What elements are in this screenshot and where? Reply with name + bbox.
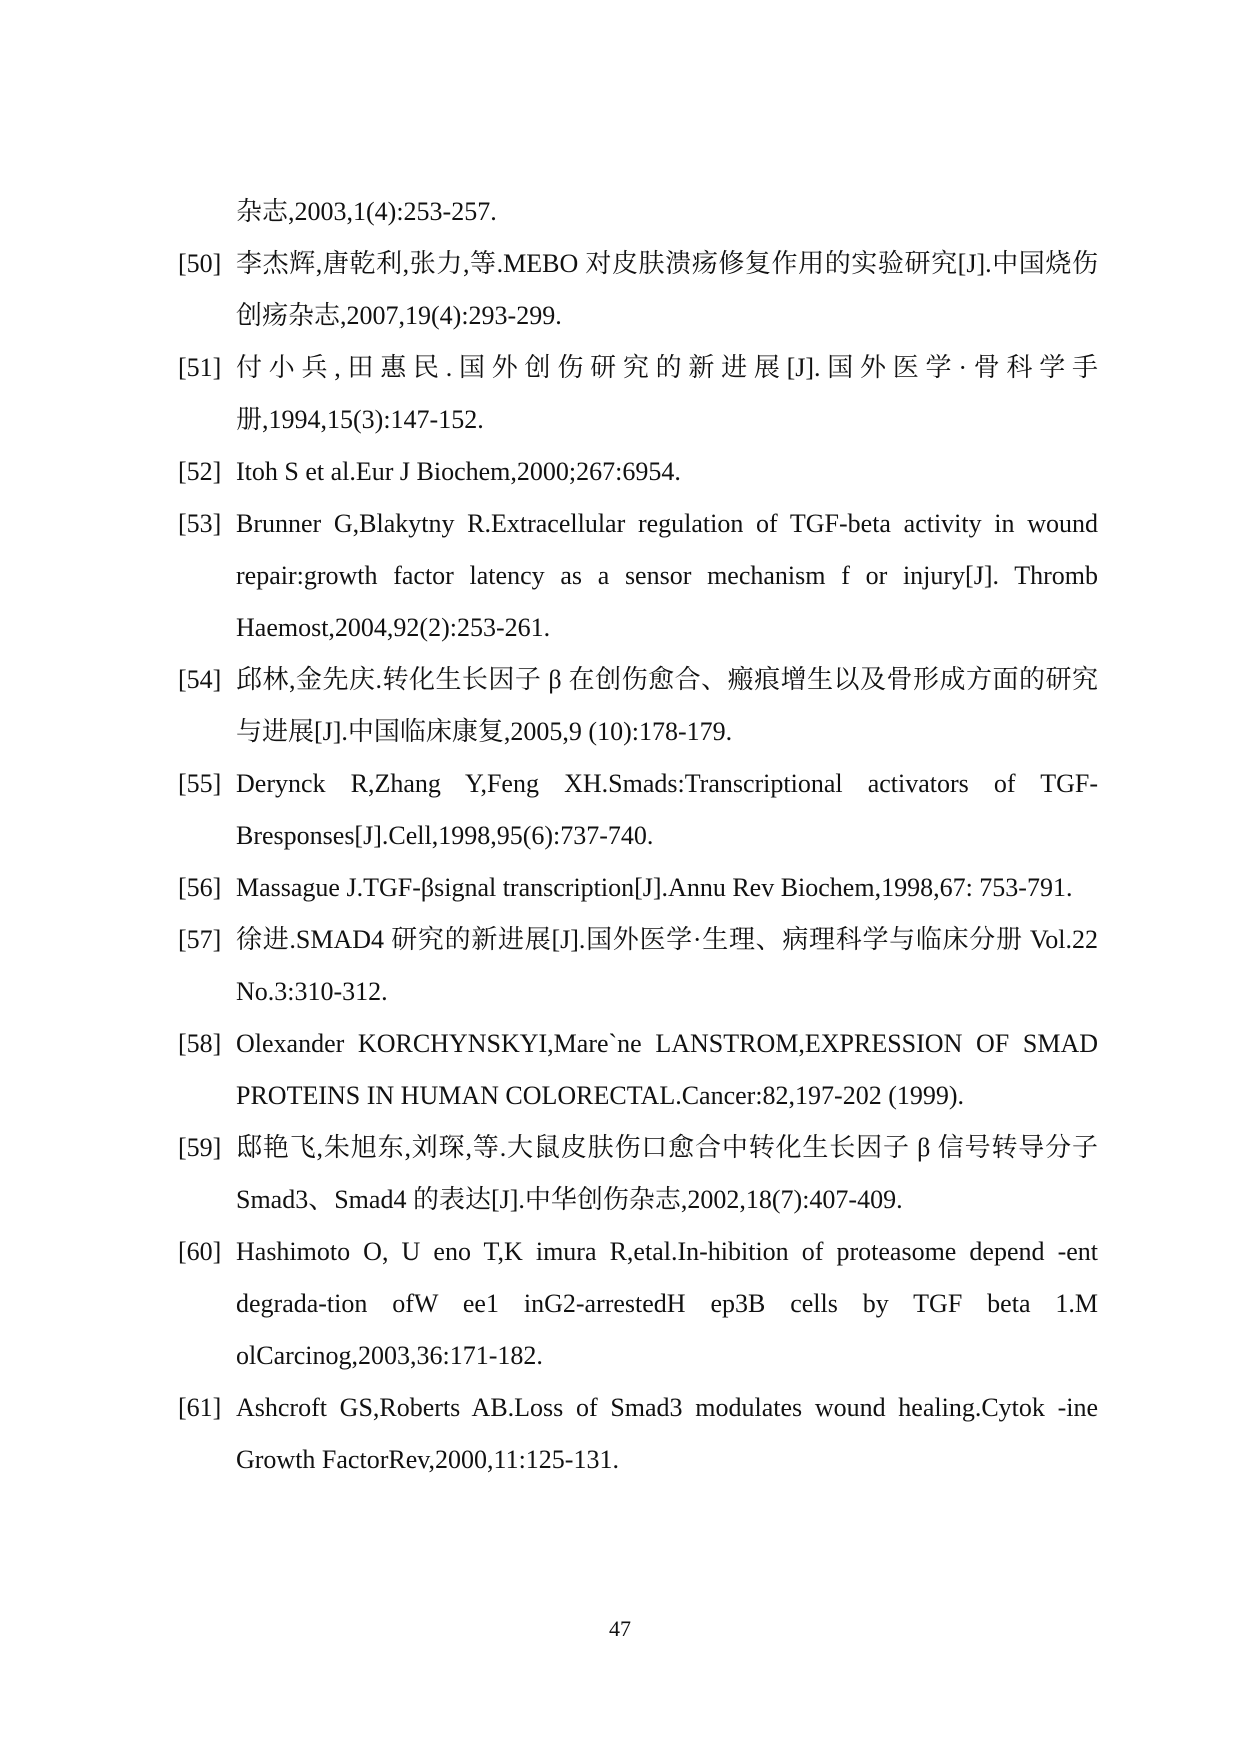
reference-item [178, 238, 1098, 342]
reference-number: [50] [178, 249, 222, 278]
reference-text: Ashcroft GS,Roberts AB.Loss of Smad3 modulates wound healing.Cytok -ine Growth FactorRev,2000,11:125-131. [236, 1393, 1098, 1474]
reference-item [178, 342, 1098, 446]
reference-number: [51] [178, 353, 222, 382]
reference-text: 徐进.SMAD4 研究的新进展[J].国外医学·生理、病理科学与临床分册 Vol.22 No.3:310-312. [236, 925, 1098, 1006]
reference-text: Derynck R,Zhang Y,Feng XH.Smads:Transcriptional activators of TGF-Bresponses[J].Cell,1998,95(6):737-740. [236, 769, 1098, 850]
reference-text: 邱林,金先庆.转化生长因子 β 在创伤愈合、瘢痕增生以及骨形成方面的研究与进展[J].中国临床康复,2005,9 (10):178-179. [236, 665, 1098, 746]
reference-number: [54] [178, 665, 222, 694]
reference-item [178, 914, 1098, 1018]
reference-number: [56] [178, 873, 222, 902]
reference-item [178, 1018, 1098, 1122]
reference-number: [58] [178, 1029, 222, 1058]
reference-number: [55] [178, 769, 222, 798]
reference-text: 李杰辉,唐乾利,张力,等.MEBO 对皮肤溃疡修复作用的实验研究[J].中国烧伤创疡杂志,2007,19(4):293-299. [236, 249, 1098, 330]
reference-item [178, 446, 1098, 498]
reference-list [178, 186, 1098, 1486]
reference-text: Itoh S et al.Eur J Biochem,2000;267:6954. [236, 457, 681, 486]
reference-number: [52] [178, 457, 222, 486]
reference-number: [60] [178, 1237, 222, 1266]
reference-number: [53] [178, 509, 222, 538]
reference-text: 付小兵,田惠民.国外创伤研究的新进展[J].国外医学·骨科学手册,1994,15(3):147-152. [236, 353, 1098, 434]
reference-text: Massague J.TGF-βsignal transcription[J].Annu Rev Biochem,1998,67: 753-791. [236, 873, 1073, 902]
page-number: 47 [609, 1616, 631, 1641]
reference-item [178, 186, 1098, 238]
reference-number: [59] [178, 1133, 222, 1162]
reference-number: [61] [178, 1393, 222, 1422]
reference-text: 邸艳飞,朱旭东,刘琛,等.大鼠皮肤伤口愈合中转化生长因子 β 信号转导分子 Smad3、Smad4 的表达[J].中华创伤杂志,2002,18(7):407-409. [236, 1133, 1098, 1214]
reference-text: 杂志,2003,1(4):253-257. [236, 197, 497, 226]
reference-item [178, 654, 1098, 758]
reference-item [178, 1226, 1098, 1382]
reference-item [178, 1382, 1098, 1486]
reference-text: Olexander KORCHYNSKYI,Mare`ne LANSTROM,EXPRESSION OF SMAD PROTEINS IN HUMAN COLORECTAL.Cancer:82,197-202 (1999). [236, 1029, 1098, 1110]
reference-item [178, 758, 1098, 862]
reference-text: Hashimoto O, U eno T,K imura R,etal.In-hibition of proteasome depend -ent degrada-tion ofW ee1 inG2-arrestedH ep3B cells by TGF beta 1.M olCarcinog,2003,36:171-182. [236, 1237, 1098, 1370]
reference-item [178, 1122, 1098, 1226]
reference-item [178, 862, 1098, 914]
reference-text: Brunner G,Blakytny R.Extracellular regulation of TGF-beta activity in wound repair:growth factor latency as a sensor mechanism f or injury[J]. Thromb Haemost,2004,92(2):253-261. [236, 509, 1098, 642]
reference-item [178, 498, 1098, 654]
reference-number: [57] [178, 925, 222, 954]
